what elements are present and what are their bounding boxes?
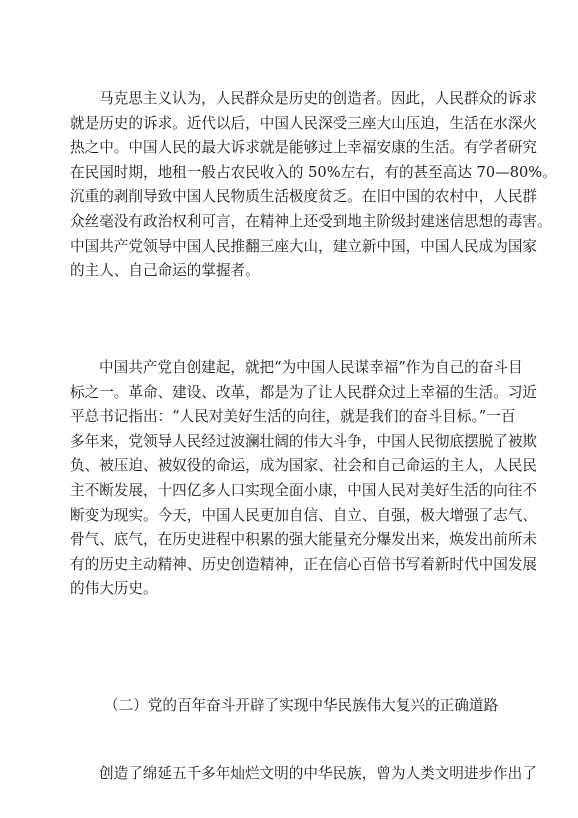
text-line: 有的历史主动精神、历史创造精神，正在信心百倍书写着新时代中国发展 <box>70 555 538 573</box>
text-line: 的主人、自己命运的掌握者。 <box>70 262 260 280</box>
text-line: 的伟大历史。 <box>70 580 158 598</box>
text-line: 负、被压迫、被奴役的命运，成为国家、社会和自己命运的主人，人民民 <box>70 457 538 475</box>
text-line: 断变为现实。今天，中国人民更加自信、自立、自强，极大增强了志气、 <box>70 506 538 524</box>
text-line: 众丝毫没有政治权利可言，在精神上还受到地主阶级封建迷信思想的毒害。 <box>70 212 552 230</box>
section-heading: （二）党的百年奋斗开辟了实现中华民族伟大复兴的正确道路 <box>104 697 499 714</box>
text-line: 中国共产党自创建起，就把“为中国人民谋幸福”作为自己的奋斗目 <box>99 359 523 376</box>
text-line: 热之中。中国人民的最大诉求就是能够过上幸福安康的生活。有学者研究 <box>70 139 538 157</box>
paragraph-party-pursues-happiness <box>70 356 538 602</box>
paragraph-chinese-nation <box>70 762 537 787</box>
text-line: 标之一。革命、建设、改革，都是为了让人民群众过上幸福的生活。习近 <box>70 383 538 401</box>
text-line: 主不断发展，十四亿多人口实现全面小康，中国人民对美好生活的向往不 <box>70 481 538 499</box>
text-line: 多年来，党领导人民经过波澜壮阔的伟大斗争，中国人民彻底摆脱了被欺 <box>70 432 538 450</box>
text-line: 中国共产党领导中国人民推翻三座大山，建立新中国，中国人民成为国家 <box>70 237 538 255</box>
text-line: 马克思主义认为，人民群众是历史的创造者。因此，人民群众的诉求 <box>99 90 537 107</box>
text-line: 沉重的剥削导致中国人民物质生活极度贫乏。在旧中国的农村中，人民群 <box>70 188 538 206</box>
text-line: 平总书记指出：“人民对美好生活的向往，就是我们的奋斗目标。”一百 <box>70 408 516 426</box>
paragraph-people-creators-of-history <box>70 87 557 284</box>
text-line: 创造了绵延五千多年灿烂文明的中华民族，曾为人类文明进步作出了 <box>99 765 537 782</box>
text-line: 骨气、底气，在历史进程中积累的强大能量充分爆发出来，焕发出前所未 <box>70 531 538 549</box>
text-line: 就是历史的诉求。近代以后，中国人民深受三座大山压迫，生活在水深火 <box>70 114 538 132</box>
text-line: 在民国时期，地租一般占农民收入的 50%左右，有的甚至高达 70—80%。 <box>70 163 557 181</box>
